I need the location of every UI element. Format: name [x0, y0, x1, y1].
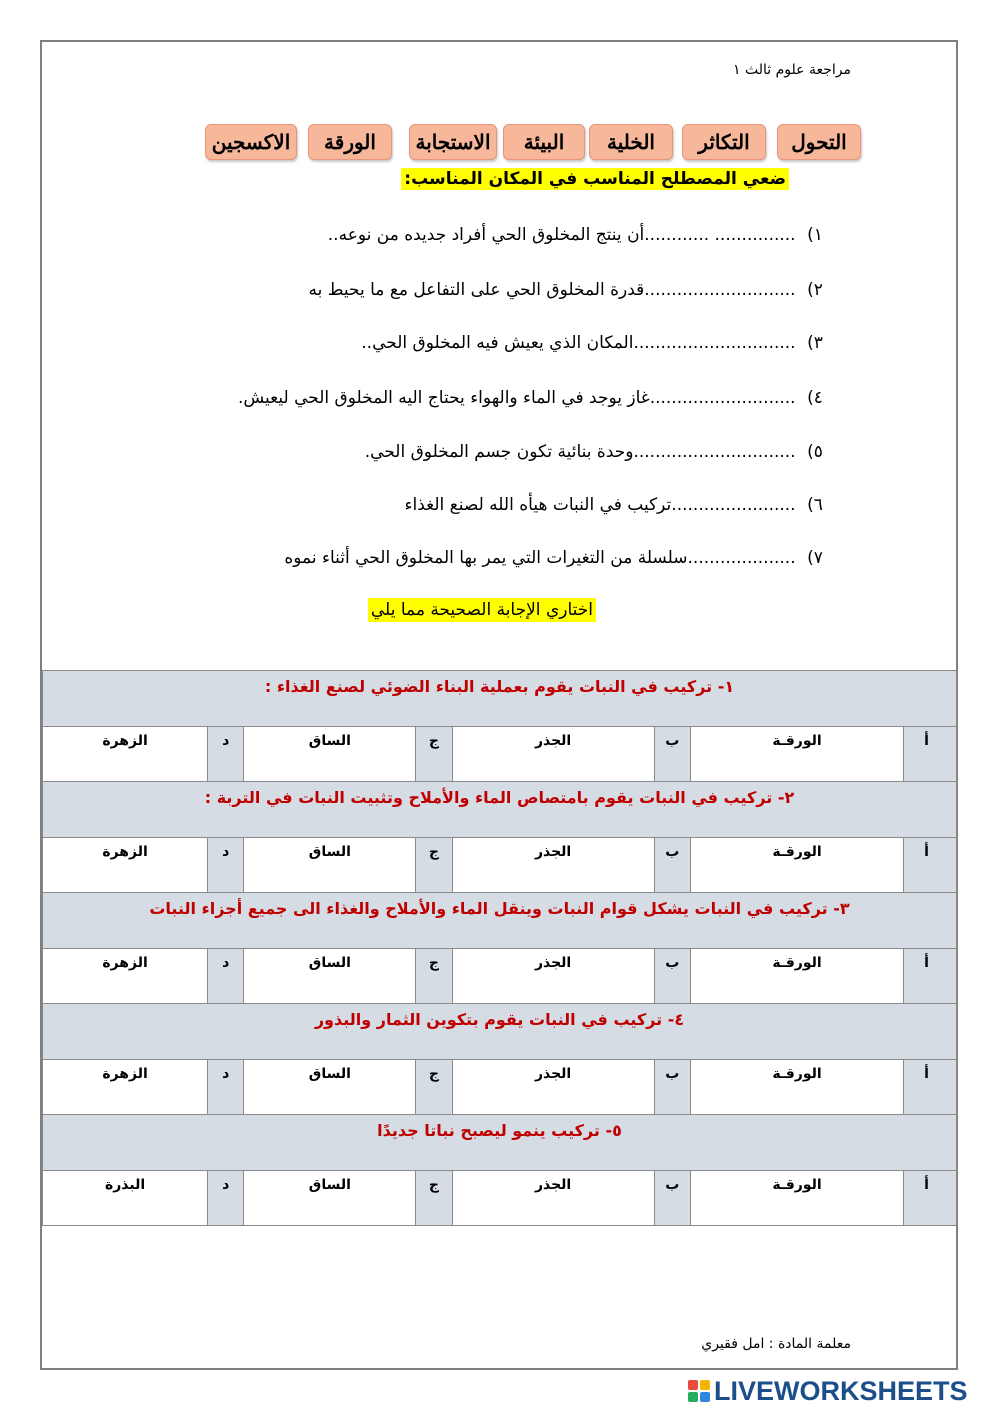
question-number: ٥) — [807, 442, 823, 462]
answer-blank[interactable]: ....................... — [671, 495, 796, 515]
answer-blank[interactable]: .............................. — [633, 333, 796, 353]
option-root[interactable]: الجذر — [452, 1171, 654, 1226]
mcq-question-row — [43, 1115, 957, 1171]
mcq-options-row — [43, 727, 957, 782]
option-letter: أ — [903, 1171, 956, 1226]
fill-question-6 — [405, 495, 829, 515]
answer-blank[interactable]: .................... — [687, 548, 796, 568]
option-stem[interactable]: الساق — [244, 1171, 416, 1226]
fill-question-3 — [361, 333, 829, 353]
question-text: وحدة بنائية تكون جسم المخلوق الحي. — [364, 442, 634, 462]
option-root[interactable]: الجذر — [452, 727, 654, 782]
option-letter: أ — [903, 838, 956, 893]
fill-question-7 — [284, 548, 829, 568]
question-number: ٧) — [807, 548, 823, 568]
option-flower[interactable]: الزهرة — [43, 727, 208, 782]
option-letter: ب — [654, 838, 691, 893]
option-letter: ب — [654, 949, 691, 1004]
question-text: غاز يوجد في الماء والهواء يحتاج اليه المخلوق الحي ليعيش. — [237, 388, 650, 408]
option-stem[interactable]: الساق — [244, 1060, 416, 1115]
option-leaf[interactable]: الورقـة — [691, 727, 904, 782]
option-letter: د — [208, 838, 244, 893]
option-letter: أ — [903, 949, 956, 1004]
option-letter: ب — [654, 1060, 691, 1115]
fill-question-1 — [328, 225, 829, 245]
mcq-question-text: ٢- تركيب في النبات يقوم بامتصاص الماء والأملاح وتثبيت النبات في التربة : — [43, 782, 957, 838]
option-leaf[interactable]: الورقـة — [691, 1171, 904, 1226]
term-cell[interactable]: الخلية — [589, 124, 673, 160]
mcq-options-row — [43, 1060, 957, 1115]
option-letter: ج — [416, 727, 452, 782]
option-letter: د — [208, 949, 244, 1004]
mcq-options-row — [43, 949, 957, 1004]
mcq-question-text: ٣- تركيب في النبات يشكل قوام النبات وينقل الماء والأملاح والغذاء الى جميع أجزاء النبات — [43, 893, 957, 949]
fill-question-5 — [365, 442, 829, 462]
answer-blank[interactable]: ............... ............ — [644, 225, 796, 245]
option-letter: ج — [416, 1060, 452, 1115]
question-text: المكان الذي يعيش فيه المخلوق الحي.. — [361, 333, 634, 353]
question-number: ٣) — [807, 333, 823, 353]
teacher-signature: معلمة المادة : امل فقيري — [701, 1336, 851, 1352]
option-seed[interactable]: البذرة — [43, 1171, 208, 1226]
option-leaf[interactable]: الورقـة — [691, 949, 904, 1004]
mcq-options-row — [43, 1171, 957, 1226]
option-stem[interactable]: الساق — [244, 838, 416, 893]
question-text: سلسلة من التغيرات التي يمر بها المخلوق الحي أثناء نموه — [284, 548, 688, 568]
brand-name: LIVEWORKSHEETS — [714, 1375, 968, 1406]
option-leaf[interactable]: الورقـة — [691, 838, 904, 893]
fill-question-2 — [309, 280, 830, 300]
fill-instruction: ضعي المصطلح المناسب في المكان المناسب: — [401, 168, 789, 190]
answer-blank[interactable]: ............................ — [644, 280, 796, 300]
option-root[interactable]: الجذر — [452, 949, 654, 1004]
choose-instruction: اختاري الإجابة الصحيحة مما يلي — [368, 598, 596, 622]
term-response[interactable]: الاستجابة — [409, 124, 497, 160]
term-leaf[interactable]: الورقة — [308, 124, 392, 160]
option-root[interactable]: الجذر — [452, 838, 654, 893]
liveworksheets-icon — [688, 1380, 710, 1402]
option-letter: ج — [416, 838, 452, 893]
mcq-question-row — [43, 671, 957, 727]
mcq-question-row — [43, 782, 957, 838]
terms-bank — [205, 124, 865, 164]
question-text: تركيب في النبات هيأه الله لصنع الغذاء — [404, 495, 672, 515]
question-number: ٢) — [807, 280, 823, 300]
option-letter: ب — [654, 727, 691, 782]
question-number: ٤) — [807, 388, 823, 408]
term-environment[interactable]: البيئة — [503, 124, 585, 160]
mcq-question-row — [43, 1004, 957, 1060]
question-number: ٦) — [807, 495, 823, 515]
mcq-table — [42, 670, 957, 1226]
answer-blank[interactable]: .............................. — [633, 442, 796, 462]
option-flower[interactable]: الزهرة — [43, 1060, 208, 1115]
option-letter: أ — [903, 1060, 956, 1115]
mcq-options-row — [43, 838, 957, 893]
option-letter: د — [208, 727, 244, 782]
worksheet-title: مراجعة علوم ثالث ١ — [733, 62, 851, 78]
term-transformation[interactable]: التحول — [777, 124, 861, 160]
question-text: أن ينتج المخلوق الحي أفراد جديده من نوعه.. — [327, 225, 645, 245]
mcq-question-text: ٤- تركيب في النبات يقوم بتكوين الثمار والبذور — [43, 1004, 957, 1060]
option-letter: ج — [416, 949, 452, 1004]
option-letter: ج — [416, 1171, 452, 1226]
term-reproduction[interactable]: التكاثر — [682, 124, 766, 160]
mcq-question-row — [43, 893, 957, 949]
mcq-question-text: ٥- تركيب ينمو ليصبح نباتا جديدًا — [43, 1115, 957, 1171]
term-oxygen[interactable]: الاكسجين — [205, 124, 297, 160]
liveworksheets-logo — [688, 1376, 968, 1406]
option-root[interactable]: الجذر — [452, 1060, 654, 1115]
option-letter: د — [208, 1171, 244, 1226]
option-stem[interactable]: الساق — [244, 949, 416, 1004]
option-letter: أ — [903, 727, 956, 782]
question-text: قدرة المخلوق الحي على التفاعل مع ما يحيط به — [308, 280, 645, 300]
option-leaf[interactable]: الورقـة — [691, 1060, 904, 1115]
option-letter: د — [208, 1060, 244, 1115]
fill-question-4 — [238, 388, 829, 408]
mcq-question-text: ١- تركيب في النبات يقوم بعملية البناء الضوئي لصنع الغذاء : — [43, 671, 957, 727]
option-letter: ب — [654, 1171, 691, 1226]
option-stem[interactable]: الساق — [244, 727, 416, 782]
answer-blank[interactable]: ........................... — [649, 388, 796, 408]
option-flower[interactable]: الزهرة — [43, 838, 208, 893]
option-flower[interactable]: الزهرة — [43, 949, 208, 1004]
question-number: ١) — [807, 225, 823, 245]
